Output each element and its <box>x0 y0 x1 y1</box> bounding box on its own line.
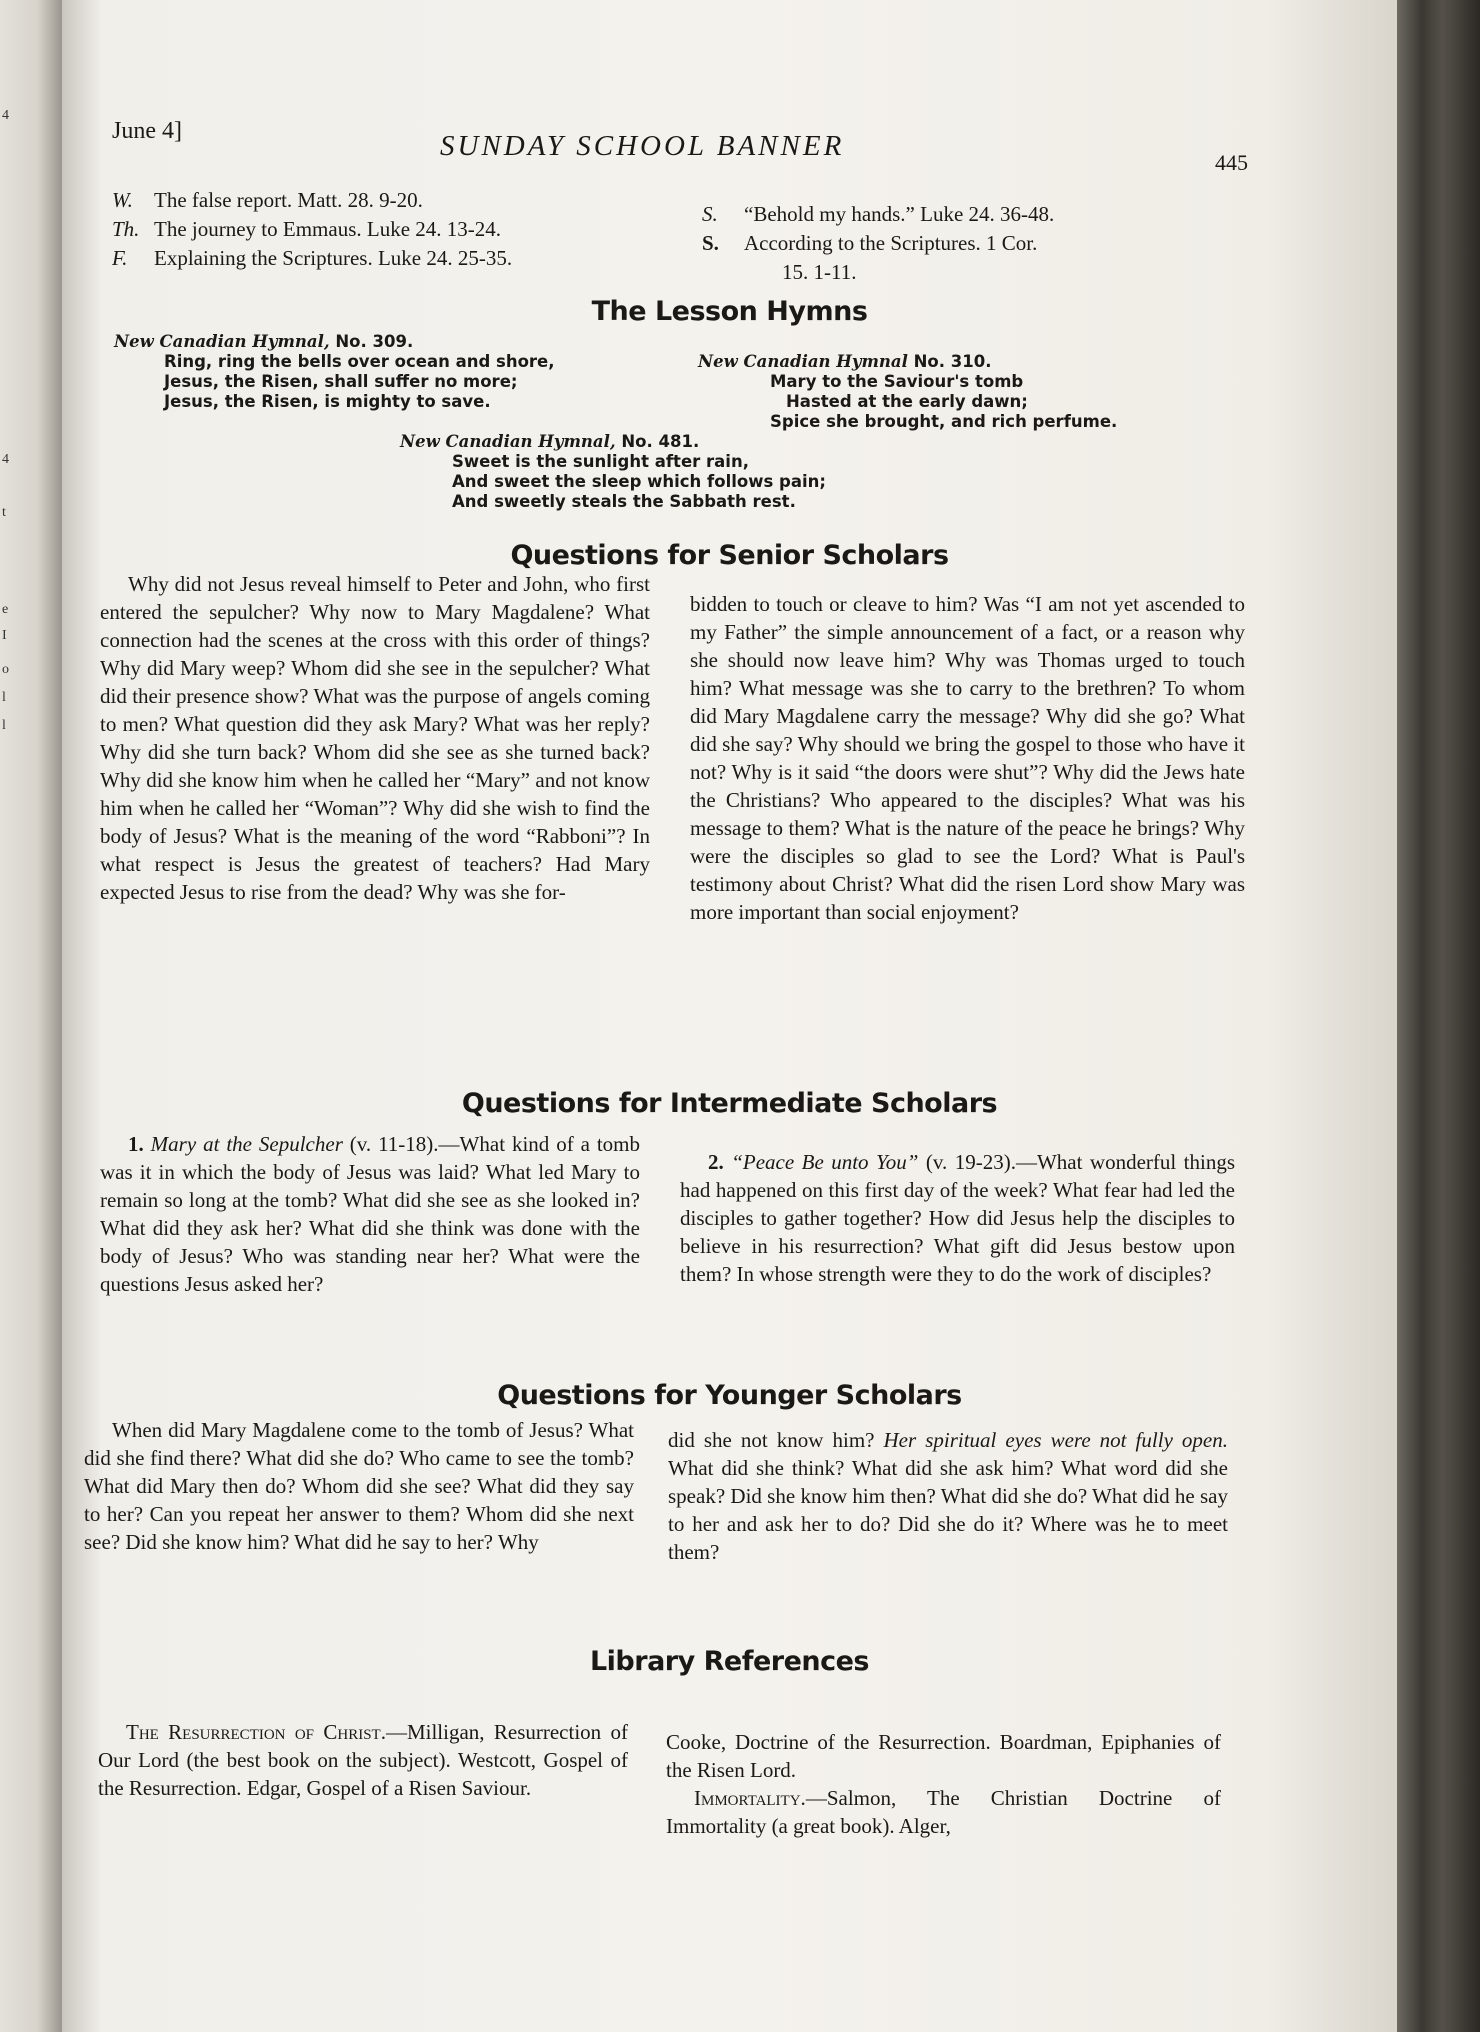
hymn-line: Mary to the Saviour's tomb <box>770 372 1024 391</box>
reference-heading: The Resurrection of Christ. <box>126 1720 386 1744</box>
hymn-number: No. 481. <box>621 432 700 451</box>
reading-item <box>112 215 672 244</box>
senior-paragraph-cont: bidden to touch or cleave to him? Was “I am not yet ascended to my Father” the simple announcement of a fact, or a reason why she should now leave him? Why was Thomas urged to touch him? What message was she to carry to the brethren? To whom did Mary Magdalene carry the message? Why did she go? What did she say? Why should we bring the gospel to those who have it not? Why is it said “the doors were shut”? Why did the Jews hate the Christians? Who appeared to the disciples? What was his message to them? What is the nature of the peace he brings? Why were the disciples so glad to see the Lord? What is Paul's testimony about Christ? What did the risen Lord show Mary was more important than social enjoyment? <box>690 592 1245 924</box>
library-references-title: Library References <box>589 1646 870 1677</box>
margin-mark: e <box>2 602 9 617</box>
margin-mark: 4 <box>2 452 9 467</box>
library-references-right <box>666 1728 1221 1840</box>
reading-text: Explaining the Scriptures. Luke 24. 25-35. <box>154 246 513 270</box>
reference-text: —Salmon, The Christian Doctrine of Immortality (a great book). Alger, <box>666 1786 1221 1838</box>
reading-day: F. <box>112 246 128 270</box>
reading-day: S. <box>702 231 719 255</box>
hymn-309 <box>114 332 634 412</box>
margin-mark: t <box>2 505 6 520</box>
senior-questions-right <box>690 590 1245 926</box>
hymnal-name: New Canadian Hymnal <box>698 352 908 371</box>
hymn-line: And sweet the sleep which follows pain; <box>452 472 826 491</box>
margin-mark: I <box>2 628 7 643</box>
page-number: 445 <box>1215 150 1248 175</box>
reference-heading: Immortality. <box>694 1786 806 1810</box>
younger-text: did she not know him? <box>668 1428 884 1452</box>
publication-title: SUNDAY SCHOOL BANNER <box>440 130 845 162</box>
intermediate-questions-title: Questions for Intermediate Scholars <box>461 1088 998 1119</box>
reading-item <box>702 200 1262 229</box>
hymn-number: No. 310. <box>913 352 992 371</box>
hymn-line: Jesus, the Risen, shall suffer no more; <box>164 372 518 391</box>
hymn-line: Jesus, the Risen, is mighty to save. <box>164 392 491 411</box>
hymnal-name: New Canadian Hymnal, <box>114 332 330 351</box>
left-page-edge <box>0 0 62 2032</box>
header-date: June 4] <box>112 118 182 144</box>
question-heading: Mary at the Sepulcher <box>150 1132 343 1156</box>
readings-left <box>112 186 672 273</box>
reading-day: W. <box>112 188 133 212</box>
intermediate-questions-right <box>680 1148 1235 1288</box>
margin-mark: o <box>2 662 9 677</box>
lesson-hymns-title: The Lesson Hymns <box>591 296 868 327</box>
hymn-310 <box>698 352 1178 432</box>
hymn-line: And sweetly steals the Sabbath rest. <box>452 492 796 511</box>
margin-mark: l <box>2 690 6 705</box>
library-references-left <box>98 1718 628 1802</box>
reading-text: According to the Scriptures. 1 Cor. <box>744 231 1038 255</box>
hymn-number: No. 309. <box>335 332 414 351</box>
question-number: 1. <box>128 1132 144 1156</box>
verse-ref: (v. 11-18).— <box>342 1132 460 1156</box>
hymn-line: Hasted at the early dawn; <box>786 392 1028 411</box>
reading-item <box>702 229 1262 258</box>
question-text: What kind of a tomb was it in which the body of Jesus was laid? What led Mary to remain so long at the tomb? What did she see as she looked in? What did they ask her? What did she think was done with the body of Jesus? Who was standing near her? What were the questions Jesus asked her? <box>100 1132 641 1296</box>
younger-text: What did she think? What did she ask him? What word did she speak? Did she know him then? What did she do? What did he say to her and ask her to do? Did she do it? Where was he to meet them? <box>668 1456 1228 1564</box>
younger-paragraph: When did Mary Magdalene come to the tomb of Jesus? What did she find there? What did she do? Who came to see the tomb? What did Mary then do? Whom did she see? What did they say to her? Can you repeat her answer to them? Whom did she next see? Did she know him? What did he say to her? Why <box>84 1418 634 1554</box>
question-text: What wonderful things had happened on this first day of the week? What fear had led the disciples to gather together? How did Jesus help the disciples to believe in his resurrection? What gift did Jesus bestow upon them? In whose strength were they to do the work of disciples? <box>680 1150 1236 1286</box>
reading-text: “Behold my hands.” Luke 24. 36-48. <box>744 202 1055 226</box>
reading-day: Th. <box>112 217 140 241</box>
reading-text: 15. 1-11. <box>782 260 857 284</box>
hymn-line: Spice she brought, and rich perfume. <box>770 412 1118 431</box>
question-heading: “Peace Be unto You” <box>731 1150 919 1174</box>
verse-ref: (v. 19-23).— <box>918 1150 1037 1174</box>
book-spine <box>1397 0 1480 2032</box>
senior-questions-title: Questions for Senior Scholars <box>510 540 949 571</box>
hymnal-name: New Canadian Hymnal, <box>400 432 616 451</box>
younger-questions-left <box>84 1416 634 1556</box>
younger-questions-right <box>668 1426 1228 1566</box>
reference-text: Cooke, Doctrine of the Resurrection. Boardman, Epiphanies of the Risen Lord. <box>666 1730 1221 1782</box>
reading-item <box>112 244 672 273</box>
hymn-line: Ring, ring the bells over ocean and shore, <box>164 352 555 371</box>
reading-item <box>112 186 672 215</box>
hymn-481 <box>400 432 920 512</box>
readings-right <box>702 200 1262 287</box>
senior-questions-left <box>100 570 650 906</box>
margin-mark: l <box>2 718 6 733</box>
younger-questions-title: Questions for Younger Scholars <box>497 1380 962 1411</box>
senior-paragraph: Why did not Jesus reveal himself to Peter and John, who first entered the sepulcher? Why now to Mary Magdalene? What connection had the scenes at the cross with this order of things? Why did Mary weep? Whom did she see in the sepulcher? What did their presence show? What was the purpose of angels coming to men? What question did they ask Mary? What was her reply? Why did she turn back? Whom did she see as she turned back? Why did she know him when he called her “Mary” and not know him when he called her “Woman”? Why did she wish to find the body of Jesus? What is the meaning of the word “Rabboni”? In what respect is Jesus the greatest of teachers? Had Mary expected Jesus to rise from the dead? Why was she for- <box>100 572 650 904</box>
younger-italic-answer: Her spiritual eyes were not fully open. <box>883 1428 1228 1452</box>
reading-text: The journey to Emmaus. Luke 24. 13-24. <box>154 217 502 241</box>
intermediate-questions-left <box>100 1130 640 1298</box>
reading-item <box>702 258 1262 287</box>
question-number: 2. <box>708 1150 724 1174</box>
margin-mark: 4 <box>2 108 9 123</box>
reference-text: —Milligan, Resurrection of Our Lord (the best book on the subject). Westcott, Gospel of the Resurrection. Edgar, Gospel of a Risen Saviour. <box>98 1720 628 1800</box>
hymn-line: Sweet is the sunlight after rain, <box>452 452 749 471</box>
reading-day: S. <box>702 202 718 226</box>
reading-text: The false report. Matt. 28. 9-20. <box>154 188 423 212</box>
